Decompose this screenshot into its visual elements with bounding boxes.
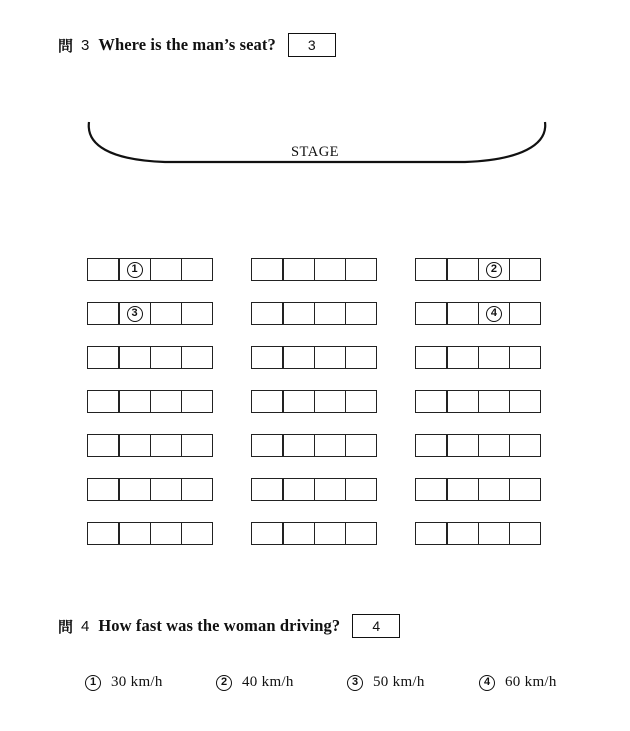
option-number: 3 xyxy=(347,675,363,691)
seat-block xyxy=(87,434,212,457)
seat-block xyxy=(251,302,376,325)
seat xyxy=(118,258,151,281)
seat xyxy=(150,302,183,325)
seat xyxy=(345,522,378,545)
question-number: 4 xyxy=(81,617,90,635)
seat-block xyxy=(415,522,540,545)
seat xyxy=(251,258,284,281)
answer-box[interactable]: 4 xyxy=(352,614,400,638)
seat-marker: 3 xyxy=(127,306,143,322)
seat xyxy=(509,302,542,325)
seat xyxy=(478,302,511,325)
seat xyxy=(181,478,214,501)
question-mark: 問 xyxy=(58,617,74,636)
seat-block xyxy=(415,434,540,457)
seat xyxy=(478,522,511,545)
seat xyxy=(446,346,479,369)
seat xyxy=(509,346,542,369)
seat xyxy=(478,258,511,281)
seat xyxy=(509,390,542,413)
seat-block xyxy=(87,258,212,281)
answer-option[interactable] xyxy=(479,674,557,691)
option-number: 4 xyxy=(479,675,495,691)
seat-block xyxy=(251,258,376,281)
seat xyxy=(446,434,479,457)
answer-option[interactable] xyxy=(216,674,294,691)
seat xyxy=(150,346,183,369)
question-text: Where is the man’s seat? xyxy=(98,35,276,54)
seat-marker: 4 xyxy=(486,306,502,322)
seat xyxy=(282,302,315,325)
seat-marker: 2 xyxy=(486,262,502,278)
seat xyxy=(509,478,542,501)
seat xyxy=(314,522,347,545)
seat xyxy=(118,522,151,545)
seat xyxy=(181,346,214,369)
seat xyxy=(282,258,315,281)
answer-options xyxy=(0,674,630,696)
seat xyxy=(118,302,151,325)
option-text: 60 km/h xyxy=(505,674,557,690)
seat xyxy=(446,478,479,501)
seat xyxy=(314,346,347,369)
seat xyxy=(415,258,448,281)
seat xyxy=(181,434,214,457)
seat xyxy=(478,434,511,457)
seat xyxy=(282,478,315,501)
seat-block xyxy=(415,346,540,369)
seat xyxy=(446,302,479,325)
seat xyxy=(415,478,448,501)
answer-option[interactable] xyxy=(347,674,425,691)
seat xyxy=(415,302,448,325)
seat xyxy=(415,434,448,457)
question-text: How fast was the woman driving? xyxy=(98,616,341,635)
seat xyxy=(118,390,151,413)
seat xyxy=(118,434,151,457)
seat xyxy=(181,302,214,325)
option-number: 2 xyxy=(216,675,232,691)
seat xyxy=(415,346,448,369)
seat xyxy=(150,390,183,413)
seat xyxy=(251,522,284,545)
seat xyxy=(251,390,284,413)
seat xyxy=(314,434,347,457)
seat-marker: 1 xyxy=(127,262,143,278)
seat-block xyxy=(415,258,540,281)
seat xyxy=(150,258,183,281)
seat xyxy=(181,390,214,413)
seat xyxy=(345,390,378,413)
seat xyxy=(282,522,315,545)
seat xyxy=(478,478,511,501)
seat xyxy=(87,478,120,501)
option-number: 1 xyxy=(85,675,101,691)
seat-block xyxy=(87,478,212,501)
option-text: 40 km/h xyxy=(242,674,294,690)
seat xyxy=(509,522,542,545)
option-text: 30 km/h xyxy=(111,674,163,690)
seat xyxy=(314,478,347,501)
seat xyxy=(251,302,284,325)
seat xyxy=(87,258,120,281)
seat xyxy=(345,434,378,457)
answer-box[interactable]: 3 xyxy=(288,33,336,57)
seat xyxy=(478,390,511,413)
seat-block xyxy=(415,302,540,325)
question-4 xyxy=(58,614,400,638)
seat-block xyxy=(87,390,212,413)
seat xyxy=(251,434,284,457)
seat xyxy=(118,478,151,501)
seat xyxy=(87,346,120,369)
seat xyxy=(251,478,284,501)
seat xyxy=(509,258,542,281)
seat-block xyxy=(87,346,212,369)
seat xyxy=(478,346,511,369)
seat xyxy=(446,258,479,281)
seat xyxy=(415,390,448,413)
seat xyxy=(314,390,347,413)
seat xyxy=(87,522,120,545)
seat xyxy=(282,346,315,369)
seat xyxy=(251,346,284,369)
seat xyxy=(150,522,183,545)
seat xyxy=(446,522,479,545)
seat xyxy=(87,302,120,325)
seat xyxy=(87,434,120,457)
seat-block xyxy=(251,390,376,413)
seat xyxy=(150,434,183,457)
answer-option[interactable] xyxy=(85,674,163,691)
option-text: 50 km/h xyxy=(373,674,425,690)
question-number: 3 xyxy=(81,36,90,54)
seat xyxy=(314,302,347,325)
seat xyxy=(446,390,479,413)
question-mark: 問 xyxy=(58,36,74,55)
seat xyxy=(282,390,315,413)
seat-block xyxy=(415,390,540,413)
seat xyxy=(345,478,378,501)
seat xyxy=(150,478,183,501)
seat xyxy=(345,346,378,369)
seat xyxy=(415,522,448,545)
seat xyxy=(345,258,378,281)
seat-block xyxy=(251,346,376,369)
seat xyxy=(509,434,542,457)
seat xyxy=(282,434,315,457)
seat xyxy=(314,258,347,281)
seat-block xyxy=(415,478,540,501)
seat-block xyxy=(251,434,376,457)
stage-label: STAGE xyxy=(290,144,340,160)
seat-block xyxy=(87,302,212,325)
seat xyxy=(87,390,120,413)
seat xyxy=(345,302,378,325)
seat xyxy=(181,522,214,545)
question-3 xyxy=(58,33,336,57)
seat xyxy=(118,346,151,369)
seat xyxy=(181,258,214,281)
seat-block xyxy=(87,522,212,545)
seat-block xyxy=(251,478,376,501)
seat-block xyxy=(251,522,376,545)
